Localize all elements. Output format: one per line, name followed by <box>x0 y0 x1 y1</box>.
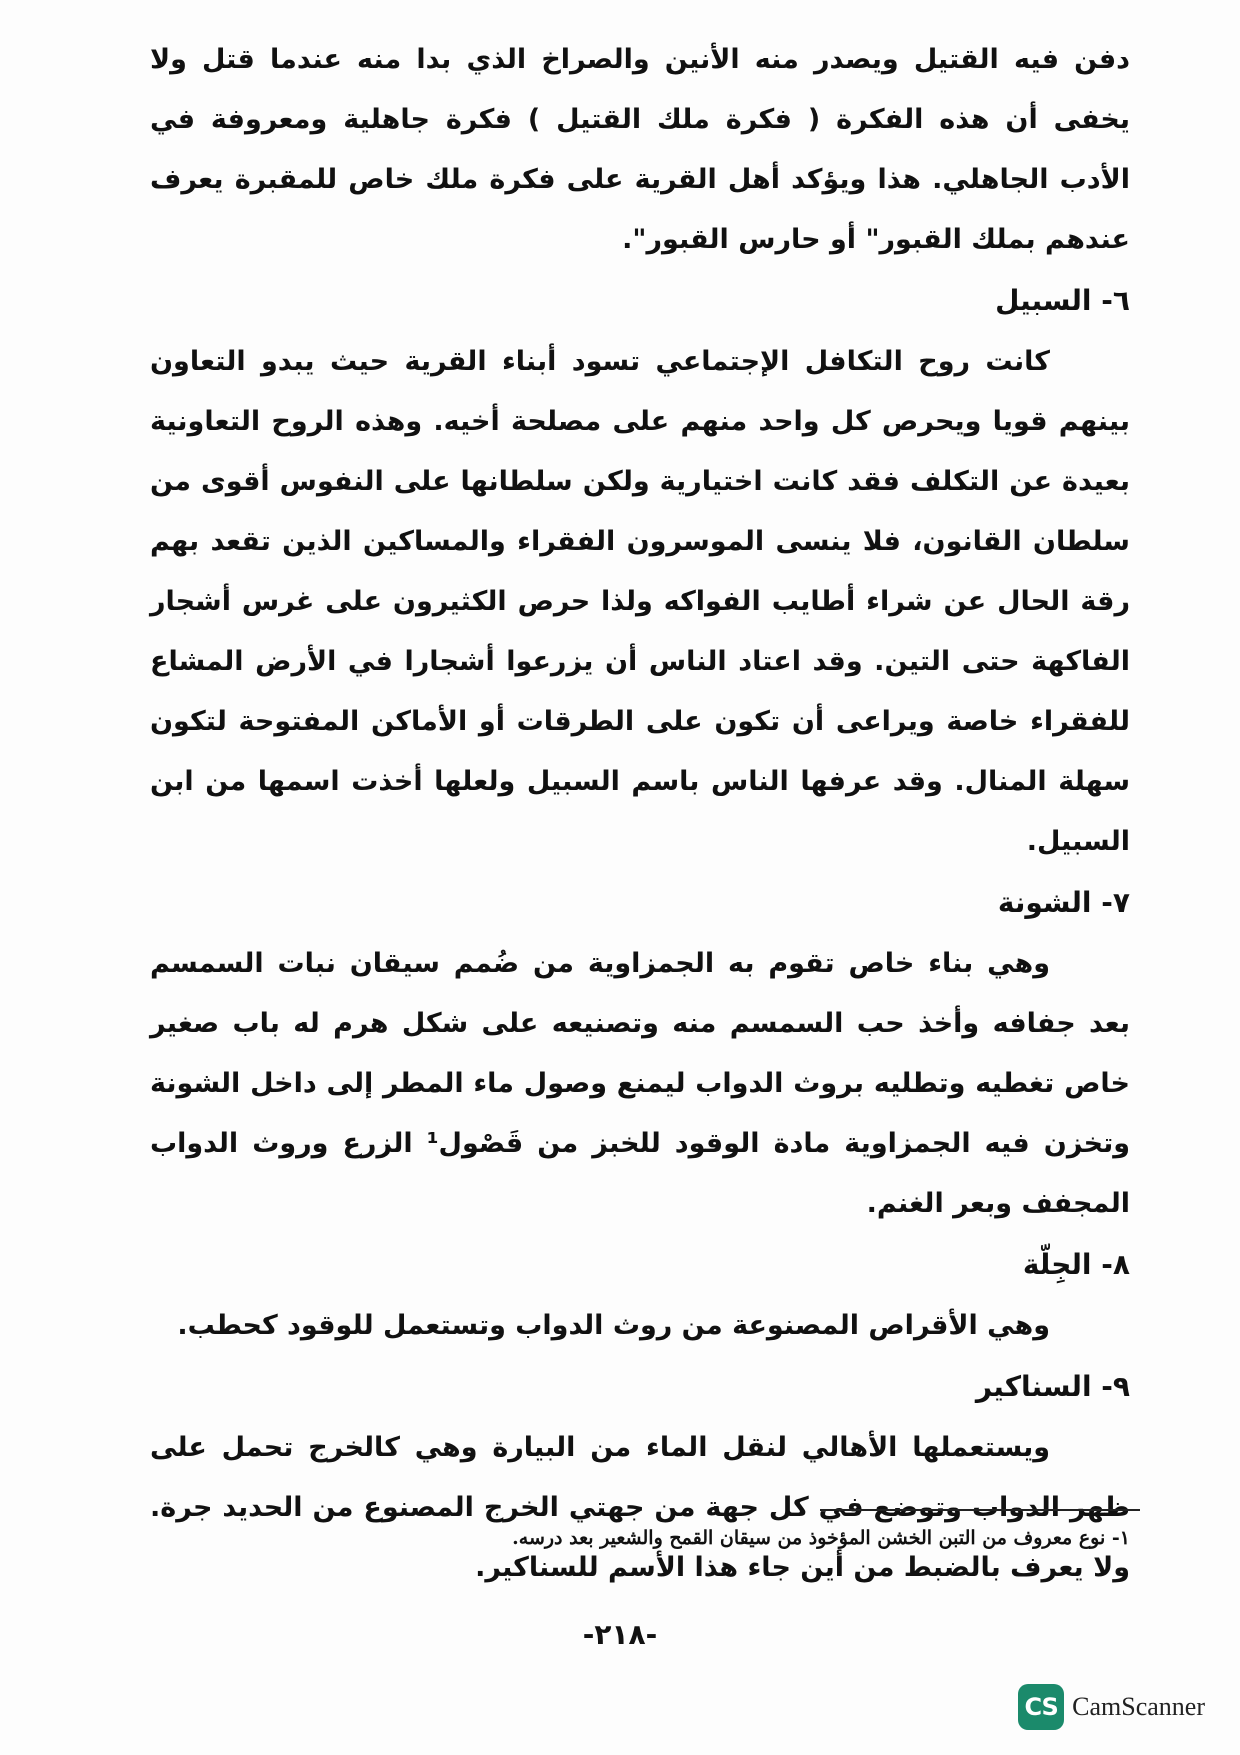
body-text <box>150 30 1130 1598</box>
paragraph-jilla: وهي الأقراص المصنوعة من روث الدواب وتستعمل للوقود كحطب. <box>177 1310 1050 1341</box>
camscanner-name: CamScanner <box>1072 1692 1205 1721</box>
paragraph-shuna: وهي بناء خاص تقوم به الجمزاوية من ضُمم سيقان نبات السمسم بعد جفافه وأخذ حب السمسم منه وتصنيعه على شكل هرم له باب صغير خاص تغطيه وتطليه بروث الدواب ليمنع وصول ماء المطر إلى داخل الشونة وتخزن فيه الجمزاوية مادة الوقود للخبز من قَصْول¹ الزرع وروث الدواب المجفف وبعر الغنم. <box>150 948 1130 1219</box>
paragraph-intro: دفن فيه القتيل ويصدر منه الأنين والصراخ الذي بدا منه عندما قتل ولا يخفى أن هذه الفكرة ( فكرة ملك القتيل ) فكرة جاهلية ومعروفة في الأدب الجاهلي. هذا ويؤكد أهل القرية على فكرة ملك خاص للمقبرة يعرف عندهم بملك القبور" أو حارس القبور". <box>150 44 1130 255</box>
camscanner-logo-icon: CS <box>1018 1684 1064 1730</box>
paragraph-sanakir: ويستعملها الأهالي لنقل الماء من البيارة وهي كالخرج تحمل على ظهر الدواب وتوضع في كل جهة من جهتي الخرج المصنوع من الحديد جرة. ولا يعرف بالضبط من أين جاء هذا الأسم للسناكير. <box>150 1432 1130 1583</box>
heading-sanakir: ٩- السناكير <box>975 1370 1130 1403</box>
footnote-divider <box>820 1509 1140 1511</box>
heading-sabil: ٦- السبيل <box>995 284 1130 317</box>
page-number: -٢١٨- <box>582 1618 658 1651</box>
heading-shuna: ٧- الشونة <box>997 886 1130 919</box>
paragraph-sabil: كانت روح التكافل الإجتماعي تسود أبناء القرية حيث يبدو التعاون بينهم قويا ويحرص كل واحد منهم على مصلحة أخيه. وهذه الروح التعاونية بعيدة عن التكلف فقد كانت اختيارية ولكن سلطانها على النفوس أقوى من سلطان القانون، فلا ينسى الموسرون الفقراء والمساكين الذين تقعد بهم رقة الحال عن شراء أطايب الفواكه ولذا حرص الكثيرون على غرس أشجار الفاكهة حتى التين. وقد اعتاد الناس أن يزرعوا أشجارا في الأرض المشاع للفقراء خاصة ويراعى أن تكون على الطرقات أو الأماكن المفتوحة لتكون سهلة المنال. وقد عرفها الناس باسم السبيل ولعلها أخذت اسمها من ابن السبيل. <box>150 346 1130 857</box>
heading-jilla: ٨- الجِلّة <box>1022 1248 1130 1281</box>
camscanner-watermark <box>1018 1684 1205 1730</box>
footnote: ١- نوع معروف من التبن الخشن المؤخوذ من سيقان القمح والشعير بعد درسه. <box>512 1527 1130 1549</box>
